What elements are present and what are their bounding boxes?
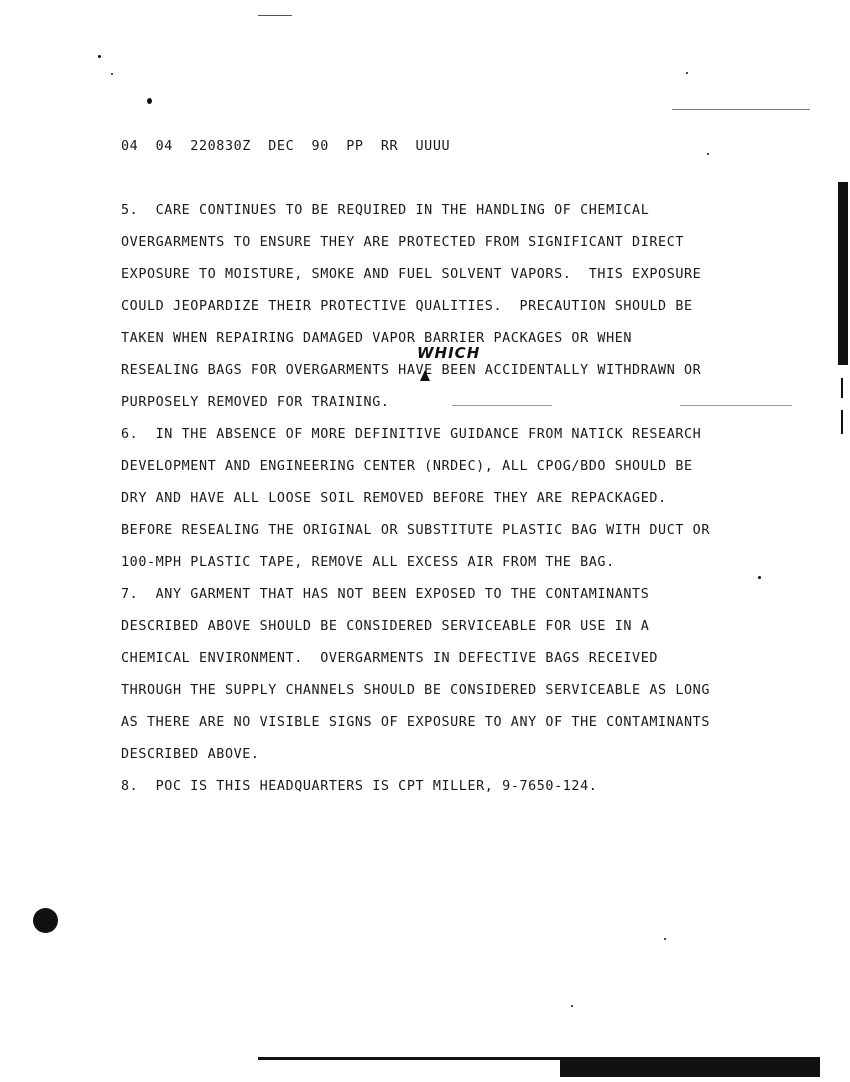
paragraph-5-line-4: COULD JEOPARDIZE THEIR PROTECTIVE QUALITIES. PRECAUTION SHOULD BE (121, 299, 693, 314)
bottom-edge-bar (560, 1060, 820, 1077)
paragraph-6-line-2: DEVELOPMENT AND ENGINEERING CENTER (NRDEC), ALL CPOG/BDO SHOULD BE (121, 459, 693, 474)
paragraph-7-line-1: 7. ANY GARMENT THAT HAS NOT BEEN EXPOSED TO THE CONTAMINANTS (121, 587, 650, 602)
paragraph-5-line-2: OVERGARMENTS TO ENSURE THEY ARE PROTECTED FROM SIGNIFICANT DIRECT (121, 235, 685, 250)
paragraph-5-line-7: PURPOSELY REMOVED FOR TRAINING. (121, 395, 390, 410)
margin-bar (841, 410, 843, 434)
paragraph-5-line-3: EXPOSURE TO MOISTURE, SMOKE AND FUEL SOLVENT VAPORS. THIS EXPOSURE (121, 267, 702, 282)
scan-speck (758, 576, 761, 579)
paragraph-7-line-5: AS THERE ARE NO VISIBLE SIGNS OF EXPOSURE TO ANY OF THE CONTAMINANTS (121, 715, 711, 730)
handwritten-insert: WHICH (417, 344, 481, 362)
scan-speck (664, 938, 666, 940)
paragraph-6-line-5: 100-MPH PLASTIC TAPE, REMOVE ALL EXCESS AIR FROM THE BAG. (121, 555, 615, 570)
routing-header: 04 04 220830Z DEC 90 PP RR UUUU (121, 139, 451, 154)
scan-speck (98, 55, 101, 58)
margin-bar (838, 182, 848, 365)
punch-hole (33, 908, 58, 933)
paragraph-7-line-6: DESCRIBED ABOVE. (121, 747, 260, 762)
scan-artifact (672, 109, 810, 110)
scan-artifact (258, 15, 292, 16)
paragraph-8-line-1: 8. POC IS THIS HEADQUARTERS IS CPT MILLER, 9-7650-124. (121, 779, 598, 794)
paragraph-6-line-1: 6. IN THE ABSENCE OF MORE DEFINITIVE GUIDANCE FROM NATICK RESEARCH (121, 427, 702, 442)
paragraph-6-line-4: BEFORE RESEALING THE ORIGINAL OR SUBSTITUTE PLASTIC BAG WITH DUCT OR (121, 523, 711, 538)
scan-speck (571, 1005, 573, 1007)
paragraph-7-line-4: THROUGH THE SUPPLY CHANNELS SHOULD BE CONSIDERED SERVICEABLE AS LONG (121, 683, 711, 698)
scan-speck (147, 98, 152, 104)
scan-artifact (452, 405, 552, 406)
scan-speck (111, 73, 113, 75)
insertion-caret-icon (420, 370, 430, 381)
paragraph-6-line-3: DRY AND HAVE ALL LOOSE SOIL REMOVED BEFORE THEY ARE REPACKAGED. (121, 491, 667, 506)
paragraph-5-line-1: 5. CARE CONTINUES TO BE REQUIRED IN THE HANDLING OF CHEMICAL (121, 203, 650, 218)
paragraph-5-line-5: TAKEN WHEN REPAIRING DAMAGED VAPOR BARRIER PACKAGES OR WHEN (121, 331, 633, 346)
scan-speck (686, 72, 688, 74)
paragraph-5-line-6: RESEALING BAGS FOR OVERGARMENTS HAVE BEEN ACCIDENTALLY WITHDRAWN OR (121, 363, 702, 378)
margin-bar (841, 378, 843, 398)
scan-speck (707, 153, 709, 155)
paragraph-7-line-3: CHEMICAL ENVIRONMENT. OVERGARMENTS IN DEFECTIVE BAGS RECEIVED (121, 651, 659, 666)
scan-artifact (680, 405, 792, 406)
paragraph-7-line-2: DESCRIBED ABOVE SHOULD BE CONSIDERED SERVICEABLE FOR USE IN A (121, 619, 650, 634)
